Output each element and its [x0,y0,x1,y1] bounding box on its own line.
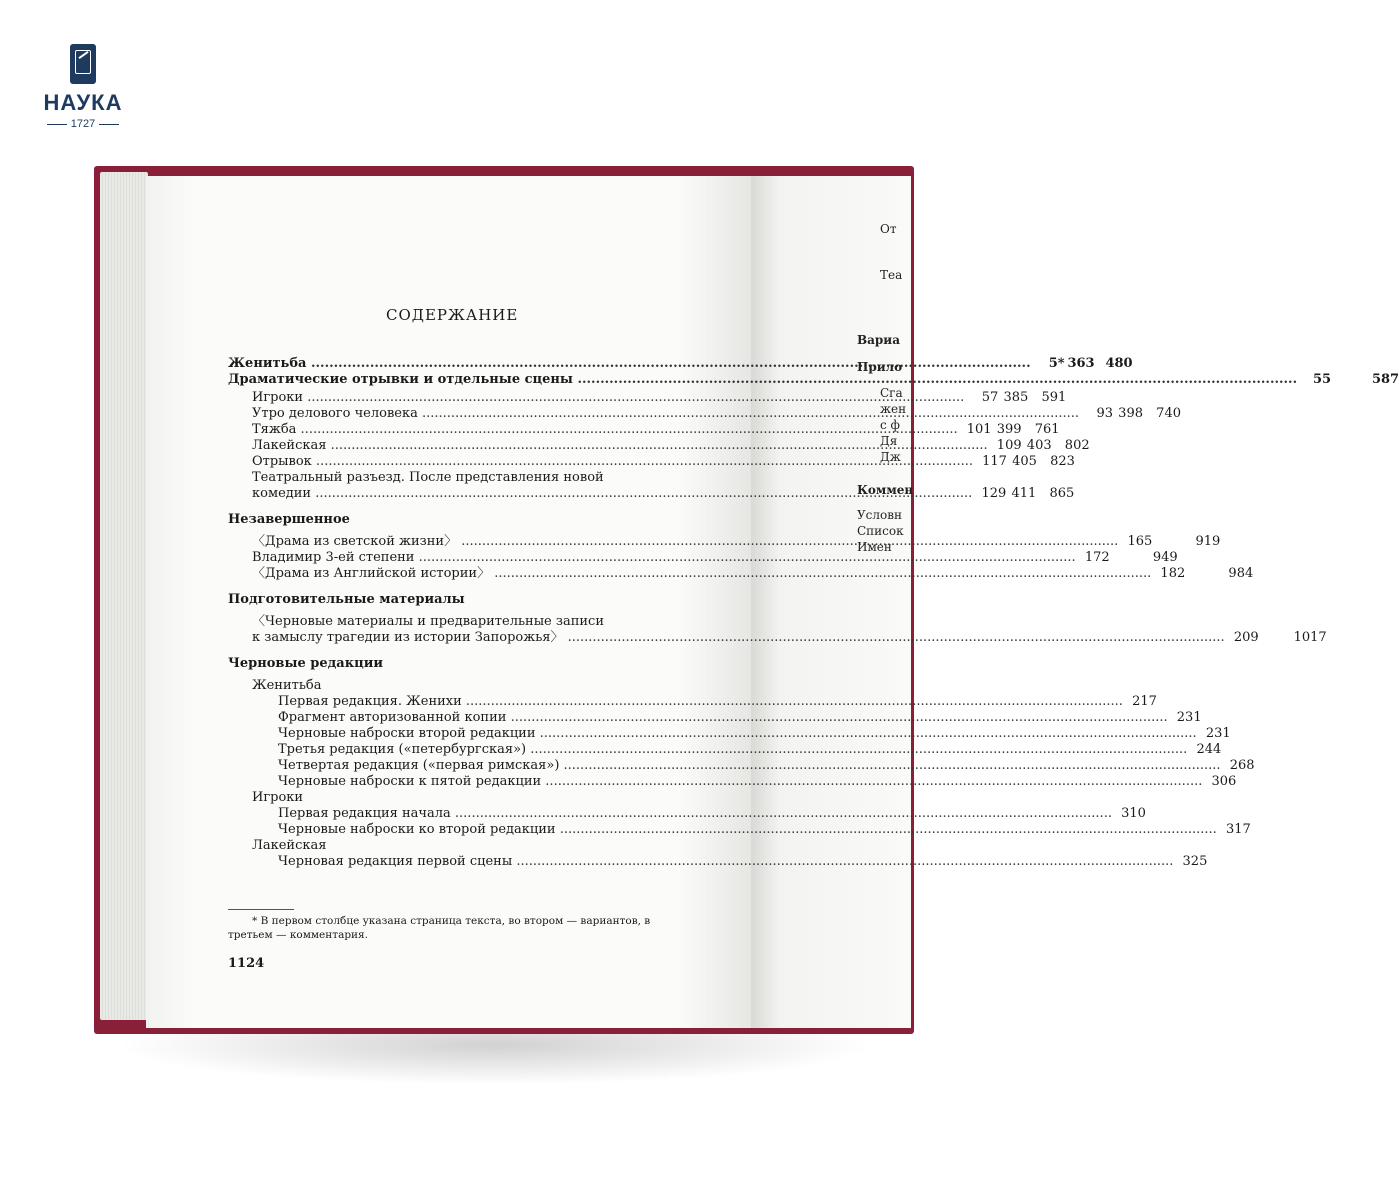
page-variants: 411 [1011,486,1037,501]
page-text: 310 [1121,806,1146,821]
page-commentary: 823 [1050,454,1075,469]
page-text: 231 [1176,710,1202,725]
toc-entry [228,372,1399,388]
page-commentary: 740 [1156,406,1181,421]
toc-entry [228,806,1146,822]
page-commentary [1261,726,1299,742]
page-variants [1152,534,1182,550]
logo-name: НАУКА [43,90,123,115]
page-variants [1221,742,1251,758]
page-text: 57 [981,390,999,405]
toc-entry [228,726,1231,742]
page-variants [1251,822,1281,838]
right-page-line: Сга [880,386,903,400]
page-text: 217 [1132,694,1157,709]
page-commentary: 480 [1105,356,1133,371]
toc-entry-prep [228,614,1327,646]
toc-entry-text: Фрагмент авторизованной копии ..... [278,710,1168,726]
right-page-line: с ф [880,418,900,432]
toc-entry [228,742,1222,758]
page-commentary: 1017 [1293,630,1327,645]
right-page-line: Коммен [857,483,914,497]
page-commentary: 984 [1228,566,1254,581]
page-variants: 363 [1067,356,1095,371]
page-commentary: 919 [1195,534,1221,549]
page-commentary [1251,742,1289,758]
right-page-line: Вариа [857,333,900,347]
toc-entry-text: Драматические отрывки и отдельные сцены ..... [228,372,1297,388]
right-page-line: жен [880,402,907,416]
page-commentary [1266,774,1304,790]
right-page-line: От [880,222,897,236]
draft-group-title: Игроки [252,790,304,805]
toc-entry [228,822,1251,838]
page-text: 325 [1182,854,1208,869]
toc-entry-text: к замыслу трагедии из истории Запорожья〉 ..... [252,630,1225,646]
page-commentary [1237,854,1275,870]
page-text: 231 [1205,726,1231,741]
page-commentary [1176,806,1214,822]
page-variants [1110,550,1140,566]
toc-entry-text: Женитьба ..... [228,356,1031,372]
toc-entry [228,694,1157,710]
toc-entry [228,774,1237,790]
page-text: 306 [1211,774,1237,789]
page-text: 165 [1127,534,1153,549]
page-text: 317 [1225,822,1251,837]
toc-entry-text: Владимир 3-ей степени ..... [252,550,1076,566]
page-number: 1124 [228,956,265,971]
page-variants [1157,694,1187,710]
section-heading-drafts: Черновые редакции [228,656,384,671]
toc-entry-text: Утро делового человека ..... [252,406,1079,422]
page-variants [1331,372,1361,388]
draft-group-title: Женитьба [252,678,322,693]
toc-entry-text: Черновые наброски второй редакции ..... [278,726,1197,742]
toc-entry-text: Черновые наброски к пятой редакции ..... [278,774,1202,790]
right-page-line: Имен [857,540,892,554]
page-variants: 385 [1003,390,1029,405]
page-text: 172 [1084,550,1110,565]
page-variants: 398 [1118,406,1143,421]
draft-group-title: Лакейская [252,838,327,853]
right-page [751,176,914,1028]
toc-entry-text: Черновые наброски ко второй редакции ..... [278,822,1217,838]
logo-year: 1727 [70,118,96,130]
publisher-logo [38,44,128,130]
book-icon [70,44,96,84]
page-commentary [1281,822,1319,838]
right-page-line: Дж [880,450,901,464]
page-commentary: 865 [1049,486,1075,501]
page-commentary: 591 [1041,390,1067,405]
toc-entry-text: Первая редакция начала ..... [278,806,1112,822]
toc-entry-text: Игроки ..... [252,390,964,406]
page-commentary: 761 [1034,422,1060,437]
page-variants: 403 [1026,438,1052,453]
page-text: 101 [966,422,992,437]
page-text: 117 [982,454,1007,469]
page-text: 109 [996,438,1022,453]
section-heading-unfinished: Незавершенное [228,512,350,527]
toc-entry [228,550,1178,566]
page-variants [1236,774,1266,790]
toc-title: СОДЕРЖАНИЕ [386,306,519,324]
page-variants: 399 [996,422,1022,437]
page-commentary: 802 [1064,438,1090,453]
toc-entry-text: Театральный разъезд. После представления новой [252,470,604,485]
page-edges [100,172,148,1020]
right-page-line: Прило [857,360,903,374]
page-text: 182 [1160,566,1186,581]
toc-entry-text: Первая редакция. Женихи ..... [278,694,1123,710]
logo-year-row [38,118,128,130]
toc-entry-text: Лакейская ..... [252,438,988,454]
page-text: 5* [1048,356,1065,371]
toc-entry-text: Четвертая редакция («первая римская») ..... [278,758,1221,774]
page-text: 268 [1229,758,1255,773]
footnote-rule [228,909,294,910]
toc-entry-text: Отрывок ..... [252,454,973,470]
page-variants [1255,758,1285,774]
page-commentary: 587 [1371,372,1399,387]
page-commentary: 949 [1152,550,1178,565]
toc-entry-text: Тяжба ..... [252,422,958,438]
page-text: 129 [981,486,1007,501]
page-variants [1146,806,1176,822]
toc-entry-text: комедии ..... [252,486,972,502]
page-text: 55 [1313,372,1332,387]
toc-entry [228,758,1255,774]
page-variants [1202,710,1232,726]
right-page-line: Теа [880,268,903,282]
footnote: * В первом столбце указана страница текста, во втором — вариантов, в третьем — комментария. [228,915,651,941]
toc-entry [228,710,1202,726]
toc-entry-text: 〈Драма из Английской истории〉 ..... [252,566,1151,582]
page-variants [1231,726,1261,742]
page-variants [1185,566,1215,582]
right-page-line: Условн [857,508,902,522]
page-commentary [1285,758,1323,774]
toc-entry-text: 〈Черновые материалы и предварительные записи [252,614,604,629]
page-text: 244 [1196,742,1222,757]
toc-entry-text: Черновая редакция первой сцены ..... [278,854,1173,870]
section-heading-prep: Подготовительные материалы [228,592,465,607]
page-variants: 405 [1012,454,1037,469]
page-commentary [1187,694,1225,710]
toc-entry-text: Третья редакция («петербургская») ..... [278,742,1187,758]
page-text: 93 [1096,406,1113,421]
right-page-line: Дя [880,434,898,448]
toc-entry [228,566,1254,582]
toc-entry [228,854,1208,870]
page-text: 209 [1233,630,1259,645]
page-commentary [1232,710,1270,726]
right-page-line: Список [857,524,904,538]
page-variants [1207,854,1237,870]
toc-entry-text: 〈Драма из светской жизни〉 ..... [252,534,1118,550]
